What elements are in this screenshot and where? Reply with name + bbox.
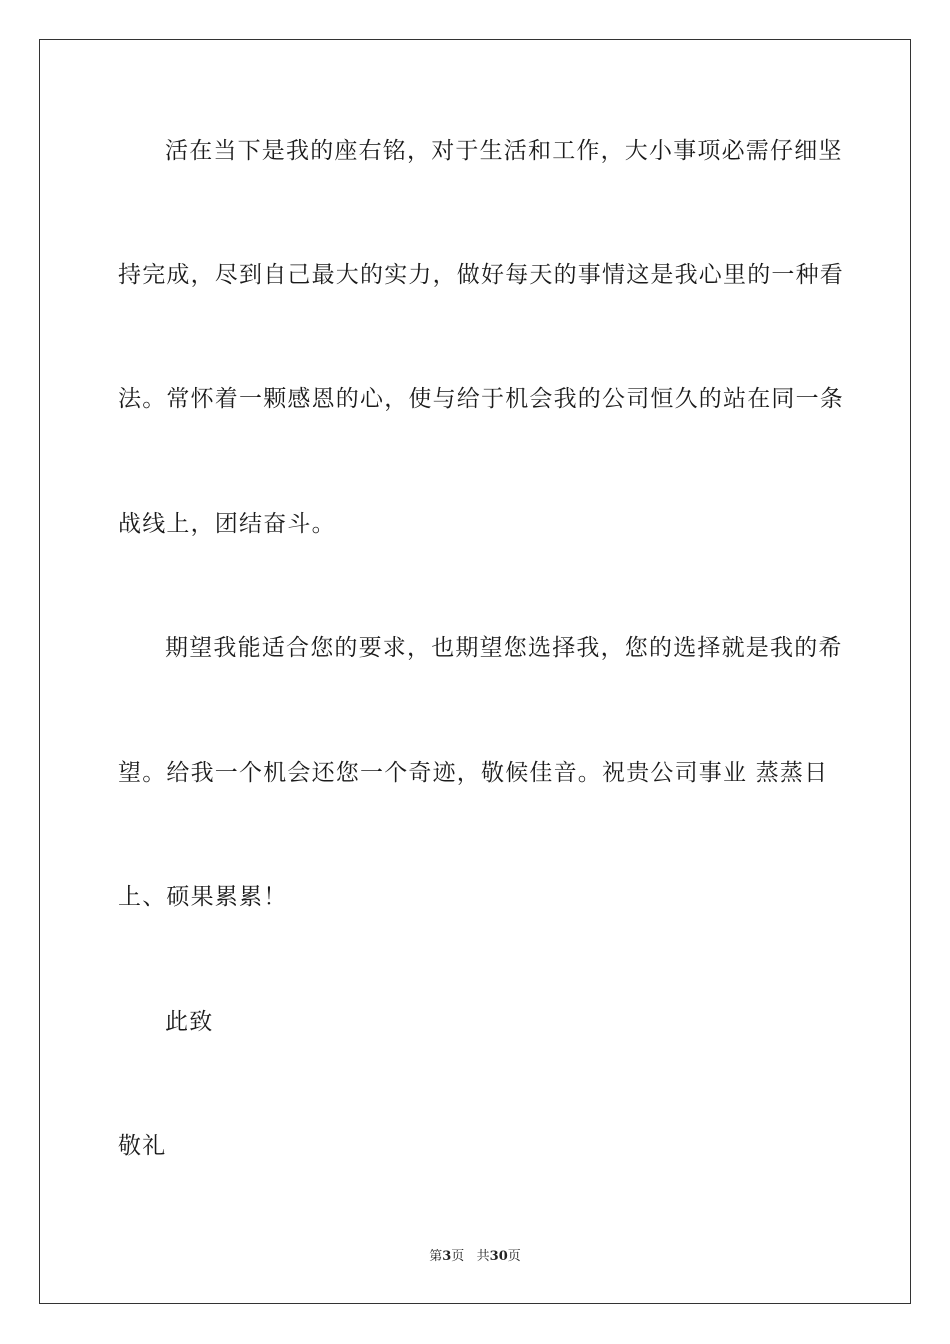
page-number-footer [0,1248,950,1266]
paragraph-line: 上、硕果累累！ [118,884,288,910]
paragraph-line: 望。给我一个机会还您一个奇迹，敬候佳音。祝贵公司事业 蒸蒸日 [118,760,829,786]
paragraph-line: 期望我能适合您的要求，也期望您选择我，您的选择就是我的希 [165,635,843,661]
closing-regards: 敬礼 [118,1133,167,1159]
page-total: 30 [489,1249,508,1264]
paragraph-line: 持完成，尽到自己最大的实力，做好每天的事情这是我心里的一种看 [118,262,844,288]
page-suffix: 页 [507,1249,521,1264]
page-prefix: 第 [429,1249,443,1264]
page-border [39,39,911,1304]
paragraph-line: 法。常怀着一颗感恩的心，使与给于机会我的公司恒久的站在同一条 [118,386,844,412]
paragraph-line: 战线上，团结奋斗。 [118,511,336,537]
page-mid: 页 共 [451,1249,490,1264]
page-current: 3 [442,1249,452,1264]
closing-salutation: 此致 [165,1009,214,1035]
paragraph-line: 活在当下是我的座右铭，对于生活和工作，大小事项必需仔细坚 [165,138,843,164]
